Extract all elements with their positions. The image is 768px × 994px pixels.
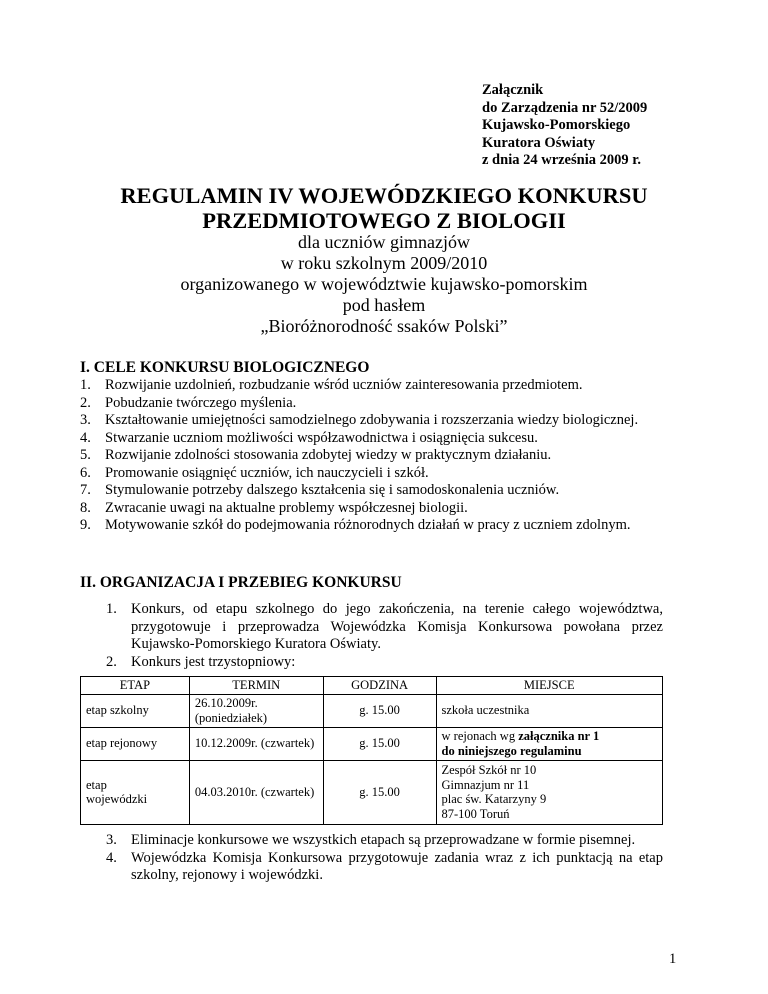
table-cell: g. 15.00 [323,694,436,727]
goals-list [80,377,663,535]
document-subtitle [0,232,768,337]
list-item: 2. Pobudzanie twórczego myślenia. [80,394,297,411]
list-item: 9. Motywowanie szkół do podejmowania różnorodnych działań w pracy z uczniem zdolnym. [80,517,631,533]
column-header: ETAP [81,677,190,695]
subtitle-line: pod hasłem [342,295,426,315]
page-number: 1 [669,951,677,967]
subtitle-line: organizowanego w województwie kujawsko-pomorskim [180,274,588,294]
table-cell: 26.10.2009r. (poniedziałek) [189,694,323,727]
list-item: 4. Stwarzanie uczniom możliwości współzawodnictwa i osiągnięcia sukcesu. [80,429,538,446]
section-heading: I. CELE KONKURSU BIOLOGICZNEGO [80,359,370,376]
document-title [0,183,768,233]
list-item: 5. Rozwijanie zdolności stosowania zdobytej wiedzy w praktycznym działaniu. [80,447,552,463]
table-cell: Zespół Szkół nr 10 Gimnazjum nr 11 plac św. Katarzyny 9 87-100 Toruń [436,760,663,824]
list-item: 6. Promowanie osiągnięć uczniów, ich nauczycieli i szkół. [80,464,429,481]
table-cell: g. 15.00 [323,760,436,824]
list-item: 1. Konkurs, od etapu szkolnego do jego zakończenia, na terenie całego województwa, przygotowuje i przeprowadza Wojewódzka Komisja Konkursowa powołana przez Kujawsko-Pomorskiego Kuratora Oświaty. [106,601,663,652]
list-item: 1. Rozwijanie uzdolnień, rozbudzanie wśród uczniów zainteresowania przedmiotem. [80,377,583,393]
table-cell: 04.03.2010r. (czwartek) [189,760,323,824]
table-cell: 10.12.2009r. (czwartek) [189,727,323,760]
table-cell: szkoła uczestnika [436,694,663,727]
list-item: 3. Kształtowanie umiejętności samodzielnego zdobywania i rozszerzania wiedzy biologicznej. [80,412,639,428]
organization-list-continued [106,832,663,885]
title-line: REGULAMIN IV WOJEWÓDZKIEGO KONKURSU [120,183,648,208]
table-cell: g. 15.00 [323,727,436,760]
list-item: 8. Zwracanie uwagi na aktualne problemy współczesnej biologii. [80,499,468,516]
table-row [81,727,663,760]
column-header: GODZINA [323,677,436,695]
table-row [81,694,663,727]
annex-line: Kuratora Oświaty [482,134,596,151]
table-cell: etap rejonowy [81,727,190,760]
list-item: 2. Konkurs jest trzystopniowy: [106,653,296,670]
list-item: 4. Wojewódzka Komisja Konkursowa przygotowuje zadania wraz z ich punktacją na etap szkolny, rejonowy i wojewódzki. [106,849,663,883]
schedule-table [80,676,663,825]
table-header-row [81,677,663,695]
organization-list [106,601,663,671]
section-heading: II. ORGANIZACJA I PRZEBIEG KONKURSU [80,574,402,591]
annex-line: z dnia 24 września 2009 r. [482,152,641,168]
annex-line: Załącznik [482,82,544,98]
column-header: MIEJSCE [436,677,663,695]
list-item: 3. Eliminacje konkursowe we wszystkich etapach są przeprowadzane w formie pisemnej. [106,832,636,848]
subtitle-line: w roku szkolnym 2009/2010 [280,253,488,273]
annex-line: do Zarządzenia nr 52/2009 [482,99,648,116]
list-item: 7. Stymulowanie potrzeby dalszego kształcenia się i samodoskonalenia uczniów. [80,482,560,498]
title-line: PRZEDMIOTOWEGO Z BIOLOGII [202,208,566,233]
table-cell: etap szkolny [81,694,190,727]
subtitle-line: dla uczniów gimnazjów [298,232,470,252]
table-cell: w rejonach wg załącznika nr 1 do niniejszego regulaminu [436,727,663,760]
subtitle-line: „Bioróżnorodność ssaków Polski” [260,316,508,336]
annex-note [482,82,647,170]
table-row [81,760,663,824]
column-header: TERMIN [189,677,323,695]
annex-line: Kujawsko-Pomorskiego [482,117,631,133]
table-cell: etap wojewódzki [81,760,190,824]
